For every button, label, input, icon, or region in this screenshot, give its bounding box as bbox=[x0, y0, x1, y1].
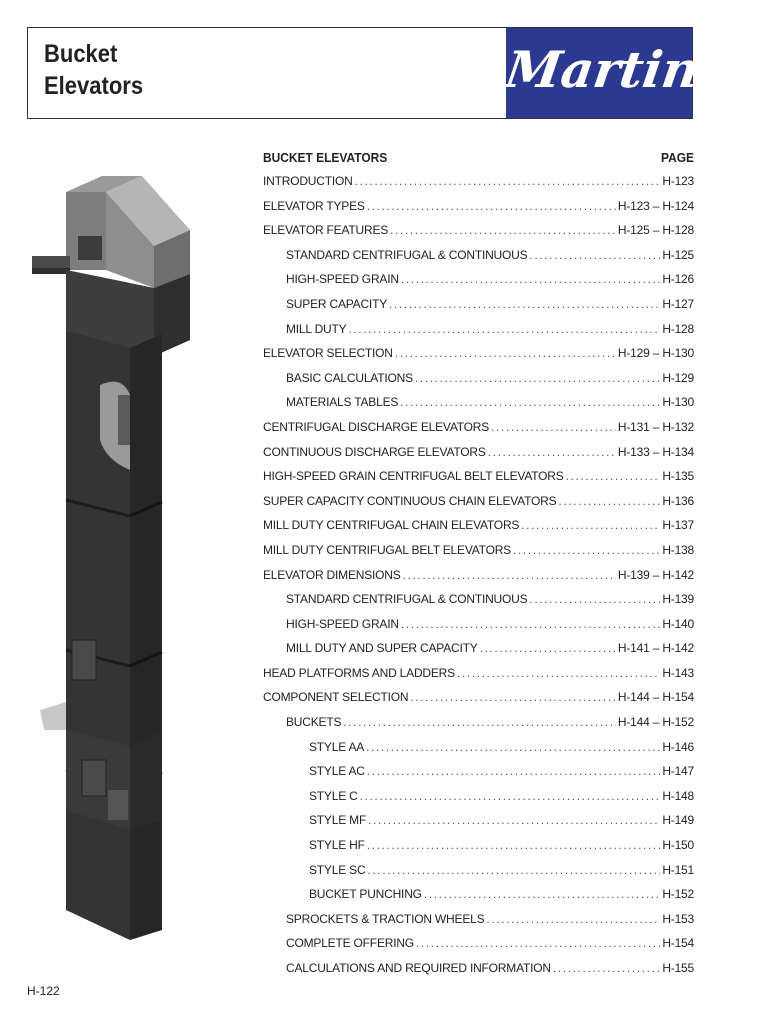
toc-heading: BUCKET ELEVATORS bbox=[263, 150, 388, 165]
toc-entry bbox=[263, 666, 694, 691]
toc-dot-leader bbox=[566, 469, 661, 483]
toc-entry-page: H-150 bbox=[662, 838, 694, 853]
toc-dot-leader bbox=[416, 936, 660, 950]
toc-entry bbox=[263, 764, 694, 789]
toc-entry-page: H-131 – H-132 bbox=[617, 419, 694, 434]
toc-entry bbox=[263, 568, 694, 593]
toc-dot-leader bbox=[424, 887, 661, 901]
toc-entry bbox=[263, 272, 694, 297]
toc-entry bbox=[263, 395, 694, 420]
toc-entry-page: H-139 – H-142 bbox=[617, 567, 694, 582]
toc-entry-label: STANDARD CENTRIFUGAL & CONTINUOUS bbox=[286, 247, 528, 262]
toc-entry bbox=[263, 936, 694, 961]
toc-dot-leader bbox=[480, 641, 616, 655]
toc-dot-leader bbox=[553, 961, 660, 975]
toc-entry-label: STYLE AC bbox=[309, 764, 365, 779]
toc-entry-label: CALCULATIONS AND REQUIRED INFORMATION bbox=[286, 961, 551, 975]
toc-entry-label: HEAD PLATFORMS AND LADDERS bbox=[263, 665, 455, 680]
toc-entry-label: STYLE SC bbox=[309, 862, 366, 877]
toc-dot-leader bbox=[368, 813, 660, 827]
toc-entry bbox=[263, 863, 694, 888]
toc-entry bbox=[263, 690, 694, 715]
toc-entry bbox=[263, 297, 694, 322]
toc-dot-leader bbox=[348, 322, 660, 336]
toc-dot-leader bbox=[367, 838, 661, 852]
toc-entry-label: BUCKET PUNCHING bbox=[309, 887, 422, 902]
toc-dot-leader bbox=[529, 592, 660, 606]
toc-entry bbox=[263, 740, 694, 765]
toc-entry-label: ELEVATOR SELECTION bbox=[263, 346, 393, 361]
toc-entry-label: MILL DUTY CENTRIFUGAL BELT ELEVATORS bbox=[263, 542, 511, 557]
toc-entry bbox=[263, 543, 694, 568]
toc-entry bbox=[263, 813, 694, 838]
toc-entry-label: INTRODUCTION bbox=[263, 174, 353, 188]
toc-dot-leader bbox=[488, 445, 616, 459]
title-line-2: Elevators bbox=[44, 72, 144, 100]
toc-entry-page: H-143 bbox=[662, 665, 694, 680]
toc-entry-label: ELEVATOR DIMENSIONS bbox=[263, 567, 401, 582]
toc-entry-label: MILL DUTY AND SUPER CAPACITY bbox=[286, 641, 478, 656]
toc-list bbox=[263, 174, 694, 986]
toc-entry bbox=[263, 789, 694, 814]
toc-entry-label: MATERIALS TABLES bbox=[286, 395, 399, 410]
toc-entry-page: H-125 bbox=[662, 247, 694, 262]
logo-text: Martin bbox=[501, 40, 703, 99]
toc-entry-page: H-136 bbox=[662, 493, 694, 508]
toc-entry-label: SPROCKETS & TRACTION WHEELS bbox=[286, 911, 485, 926]
toc-entry bbox=[263, 494, 694, 519]
toc-entry-page: H-129 bbox=[662, 370, 694, 385]
toc-entry-page: H-129 – H-130 bbox=[617, 346, 694, 361]
toc-dot-leader bbox=[400, 395, 660, 409]
toc-entry-page: H-140 bbox=[662, 616, 694, 631]
toc-entry-page: H-138 bbox=[662, 542, 694, 557]
toc-entry-page: H-147 bbox=[662, 764, 694, 779]
toc-entry bbox=[263, 838, 694, 863]
toc-entry-label: ELEVATOR TYPES bbox=[263, 198, 365, 213]
toc-entry bbox=[263, 223, 694, 248]
toc-entry-page: H-139 bbox=[662, 592, 694, 607]
toc-dot-leader bbox=[395, 346, 616, 360]
toc-entry bbox=[263, 715, 694, 740]
toc-entry bbox=[263, 469, 694, 494]
toc-dot-leader bbox=[491, 420, 616, 434]
toc-entry-label: BUCKETS bbox=[286, 715, 342, 730]
title-line-1: Bucket bbox=[44, 40, 118, 68]
toc-entry bbox=[263, 371, 694, 396]
toc-entry-label: BASIC CALCULATIONS bbox=[286, 370, 413, 385]
toc-entry-label: MILL DUTY bbox=[286, 321, 347, 336]
toc-entry-page: H-152 bbox=[662, 887, 694, 902]
toc-entry bbox=[263, 912, 694, 937]
toc-entry-page: H-144 – H-154 bbox=[617, 690, 694, 705]
header-box bbox=[27, 27, 703, 119]
toc-entry bbox=[263, 592, 694, 617]
toc-entry-label: MILL DUTY CENTRIFUGAL CHAIN ELEVATORS bbox=[263, 518, 520, 533]
toc-entry-page: H-135 bbox=[662, 469, 694, 484]
toc-dot-leader bbox=[415, 371, 660, 385]
toc-entry bbox=[263, 445, 694, 470]
toc-entry bbox=[263, 420, 694, 445]
toc-entry-page: H-151 bbox=[662, 862, 694, 877]
toc-header bbox=[263, 148, 694, 170]
table-of-contents bbox=[263, 148, 694, 986]
toc-dot-leader bbox=[403, 568, 616, 582]
toc-dot-leader bbox=[343, 715, 616, 729]
toc-dot-leader bbox=[401, 617, 660, 631]
toc-entry-label: ELEVATOR FEATURES bbox=[263, 223, 389, 238]
toc-dot-leader bbox=[355, 174, 661, 188]
toc-entry bbox=[263, 346, 694, 371]
toc-entry-page: H-126 bbox=[662, 272, 694, 287]
toc-entry-page: H-133 – H-134 bbox=[617, 444, 694, 459]
toc-dot-leader bbox=[389, 297, 660, 311]
page-title bbox=[44, 38, 308, 102]
toc-entry-page: H-148 bbox=[662, 788, 694, 803]
toc-dot-leader bbox=[513, 543, 660, 557]
toc-entry-label: COMPLETE OFFERING bbox=[286, 936, 414, 951]
toc-entry-label: CENTRIFUGAL DISCHARGE ELEVATORS bbox=[263, 419, 490, 434]
toc-entry-page: H-130 bbox=[662, 395, 694, 410]
toc-dot-leader bbox=[360, 789, 661, 803]
toc-entry-page: H-127 bbox=[662, 296, 694, 311]
toc-entry-page: H-146 bbox=[662, 739, 694, 754]
toc-entry-page: H-153 bbox=[662, 911, 694, 926]
toc-entry-page: H-149 bbox=[662, 813, 694, 828]
toc-entry-label: SUPER CAPACITY CONTINUOUS CHAIN ELEVATORS bbox=[263, 493, 557, 508]
toc-entry-page: H-154 bbox=[662, 936, 694, 951]
toc-dot-leader bbox=[457, 666, 660, 680]
toc-entry-label: CONTINUOUS DISCHARGE ELEVATORS bbox=[263, 444, 486, 459]
toc-dot-leader bbox=[366, 740, 660, 754]
toc-entry bbox=[263, 248, 694, 273]
toc-page-heading: PAGE bbox=[660, 150, 695, 165]
toc-entry-label: STYLE HF bbox=[309, 838, 365, 853]
toc-dot-leader bbox=[521, 518, 660, 532]
toc-entry-page: H-123 bbox=[662, 174, 694, 188]
toc-entry-label: STANDARD CENTRIFUGAL & CONTINUOUS bbox=[286, 592, 528, 607]
toc-dot-leader bbox=[558, 494, 660, 508]
toc-entry-page: H-125 – H-128 bbox=[617, 223, 694, 238]
toc-entry-page: H-155 bbox=[662, 961, 694, 975]
toc-dot-leader bbox=[486, 912, 660, 926]
toc-entry-label: SUPER CAPACITY bbox=[286, 296, 387, 311]
toc-dot-leader bbox=[410, 690, 616, 704]
toc-dot-leader bbox=[390, 223, 616, 237]
toc-entry-page: H-141 – H-142 bbox=[617, 641, 694, 656]
toc-dot-leader bbox=[367, 199, 616, 213]
toc-entry-label: STYLE AA bbox=[309, 739, 365, 754]
toc-entry-page: H-137 bbox=[662, 518, 694, 533]
toc-entry bbox=[263, 322, 694, 347]
toc-entry bbox=[263, 174, 694, 199]
page-number: H-122 bbox=[27, 984, 60, 998]
toc-dot-leader bbox=[367, 764, 661, 778]
toc-entry-page: H-123 – H-124 bbox=[617, 198, 694, 213]
bucket-elevator-illustration bbox=[30, 170, 200, 960]
toc-entry bbox=[263, 199, 694, 224]
toc-entry bbox=[263, 961, 694, 986]
toc-entry bbox=[263, 887, 694, 912]
toc-entry-label: HIGH-SPEED GRAIN bbox=[286, 272, 399, 287]
toc-entry-page: H-144 – H-152 bbox=[617, 715, 694, 730]
toc-entry-label: STYLE MF bbox=[309, 813, 367, 828]
toc-dot-leader bbox=[529, 248, 660, 262]
toc-entry-label: HIGH-SPEED GRAIN bbox=[286, 616, 399, 631]
toc-entry-label: COMPONENT SELECTION bbox=[263, 690, 409, 705]
toc-entry-page: H-128 bbox=[662, 321, 694, 336]
toc-entry bbox=[263, 518, 694, 543]
martin-logo bbox=[501, 28, 703, 118]
toc-entry-label: HIGH-SPEED GRAIN CENTRIFUGAL BELT ELEVATORS bbox=[263, 469, 564, 484]
toc-entry bbox=[263, 617, 694, 642]
toc-entry-label: STYLE C bbox=[309, 788, 358, 803]
toc-entry bbox=[263, 641, 694, 666]
toc-dot-leader bbox=[367, 863, 660, 877]
toc-dot-leader bbox=[401, 272, 660, 286]
